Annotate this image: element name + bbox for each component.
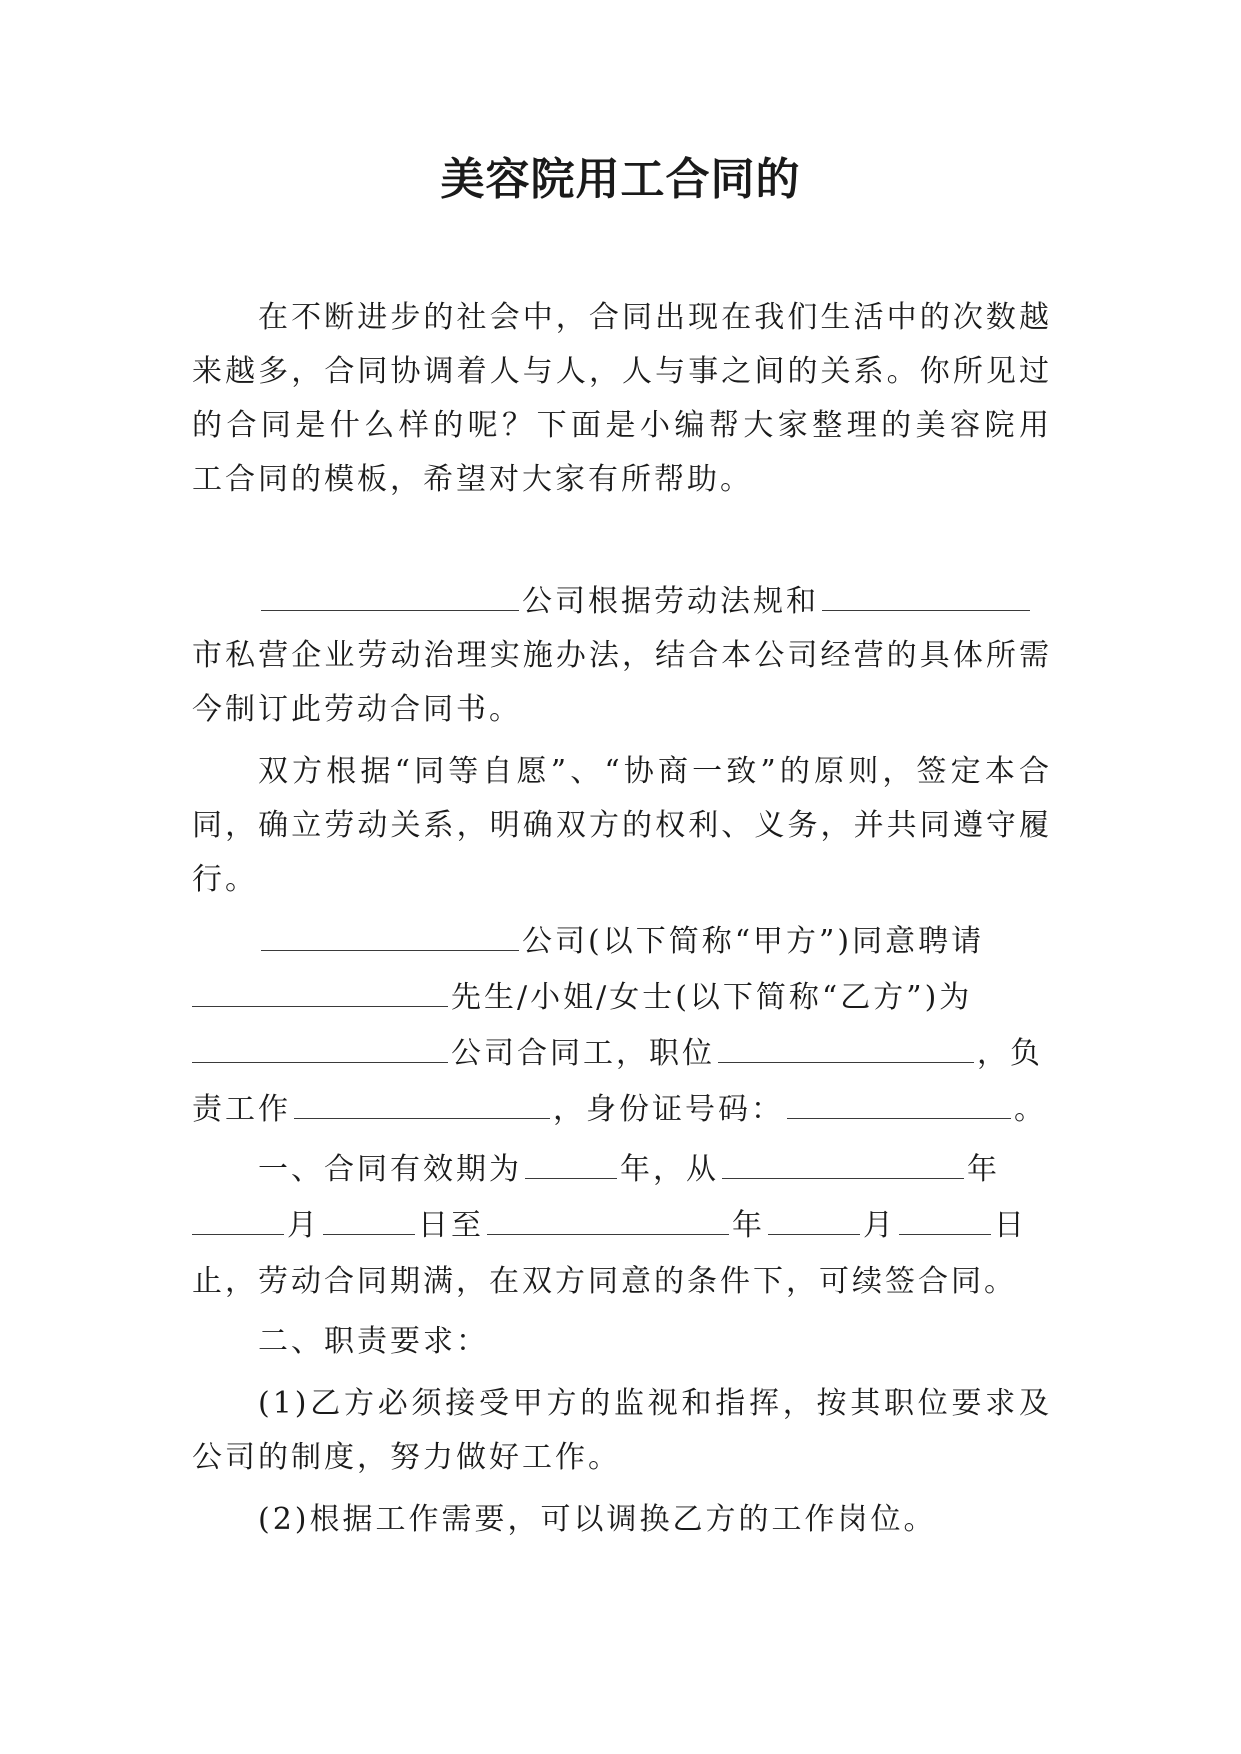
clause1-line-1 xyxy=(258,1150,1052,1190)
p3-line-4 xyxy=(192,1090,1052,1130)
p3-text-3b: ，负 xyxy=(977,1036,1043,1071)
years-blank xyxy=(525,1154,617,1179)
end-day-blank xyxy=(899,1210,991,1235)
company-blank-3 xyxy=(192,1038,448,1063)
p1-line-2: 市私营企业劳动治理实施办法，结合本公司经营的具体所需 xyxy=(192,638,1052,673)
document-title: 美容院用工合同的 xyxy=(440,154,801,205)
p3-line-3 xyxy=(192,1034,1052,1074)
intro-line-2: 来越多，合同协调着人与人，人与事之间的关系。你所见过 xyxy=(192,354,1052,389)
company-name-blank-2 xyxy=(261,926,519,951)
clause1-text-b: 年，从 xyxy=(620,1152,719,1187)
clause1-line-3: 止，劳动合同期满，在双方同意的条件下，可续签合同。 xyxy=(192,1264,1017,1299)
city-blank xyxy=(822,586,1030,611)
p3-text-3a: 公司合同工，职位 xyxy=(451,1036,715,1071)
p3-text-2: 先生/小姐/女士(以下简称“乙方”)为 xyxy=(451,980,973,1015)
start-day-blank xyxy=(323,1210,415,1235)
end-month-blank xyxy=(768,1210,860,1235)
p3-text-4b: ，身份证号码： xyxy=(553,1092,784,1127)
employee-name-blank xyxy=(192,982,448,1007)
clause2-item1-line-2: 公司的制度，努力做好工作。 xyxy=(192,1440,621,1475)
clause1-line-2 xyxy=(192,1206,1052,1246)
clause1-text-c: 年 xyxy=(967,1152,1000,1187)
p3-text-4c: 。 xyxy=(1014,1092,1047,1127)
end-year-blank xyxy=(487,1210,729,1235)
id-number-blank xyxy=(787,1094,1011,1119)
start-year-blank xyxy=(722,1154,964,1179)
clause2-heading: 二、职责要求： xyxy=(258,1324,489,1359)
p3-line-2 xyxy=(192,978,1052,1018)
intro-line-1: 在不断进步的社会中，合同出现在我们生活中的次数越 xyxy=(258,300,1052,335)
intro-line-4: 工合同的模板，希望对大家有所帮助。 xyxy=(192,462,753,497)
intro-line-3: 的合同是什么样的呢？下面是小编帮大家整理的美容院用 xyxy=(192,408,1052,443)
p1-text-1: 公司根据劳动法规和 xyxy=(522,584,819,619)
clause2-item1-line-1: (1)乙方必须接受甲方的监视和指挥，按其职位要求及 xyxy=(258,1386,1052,1421)
p3-text-1: 公司(以下简称“甲方”)同意聘请 xyxy=(522,924,985,959)
clause1-text-e: 日至 xyxy=(418,1208,484,1243)
clause2-item2: (2)根据工作需要，可以调换乙方的工作岗位。 xyxy=(258,1502,937,1537)
clause1-text-g: 月 xyxy=(863,1208,896,1243)
clause1-text-d: 月 xyxy=(287,1208,320,1243)
p3-text-4a: 责工作 xyxy=(192,1092,291,1127)
p2-line-2: 同，确立劳动关系，明确双方的权利、义务，并共同遵守履 xyxy=(192,808,1052,843)
clause1-text-h: 日 xyxy=(994,1208,1027,1243)
start-month-blank xyxy=(192,1210,284,1235)
company-name-blank xyxy=(261,586,519,611)
p2-line-1: 双方根据“同等自愿”、“协商一致”的原则，签定本合 xyxy=(258,754,1052,789)
clause1-text-f: 年 xyxy=(732,1208,765,1243)
p1-line-3: 今制订此劳动合同书。 xyxy=(192,692,522,727)
duty-blank xyxy=(294,1094,550,1119)
p2-line-3: 行。 xyxy=(192,862,258,897)
p3-line-1 xyxy=(258,922,1052,962)
clause1-text-a: 一、合同有效期为 xyxy=(258,1152,522,1187)
position-blank xyxy=(718,1038,974,1063)
p1-line-1 xyxy=(258,582,1052,622)
